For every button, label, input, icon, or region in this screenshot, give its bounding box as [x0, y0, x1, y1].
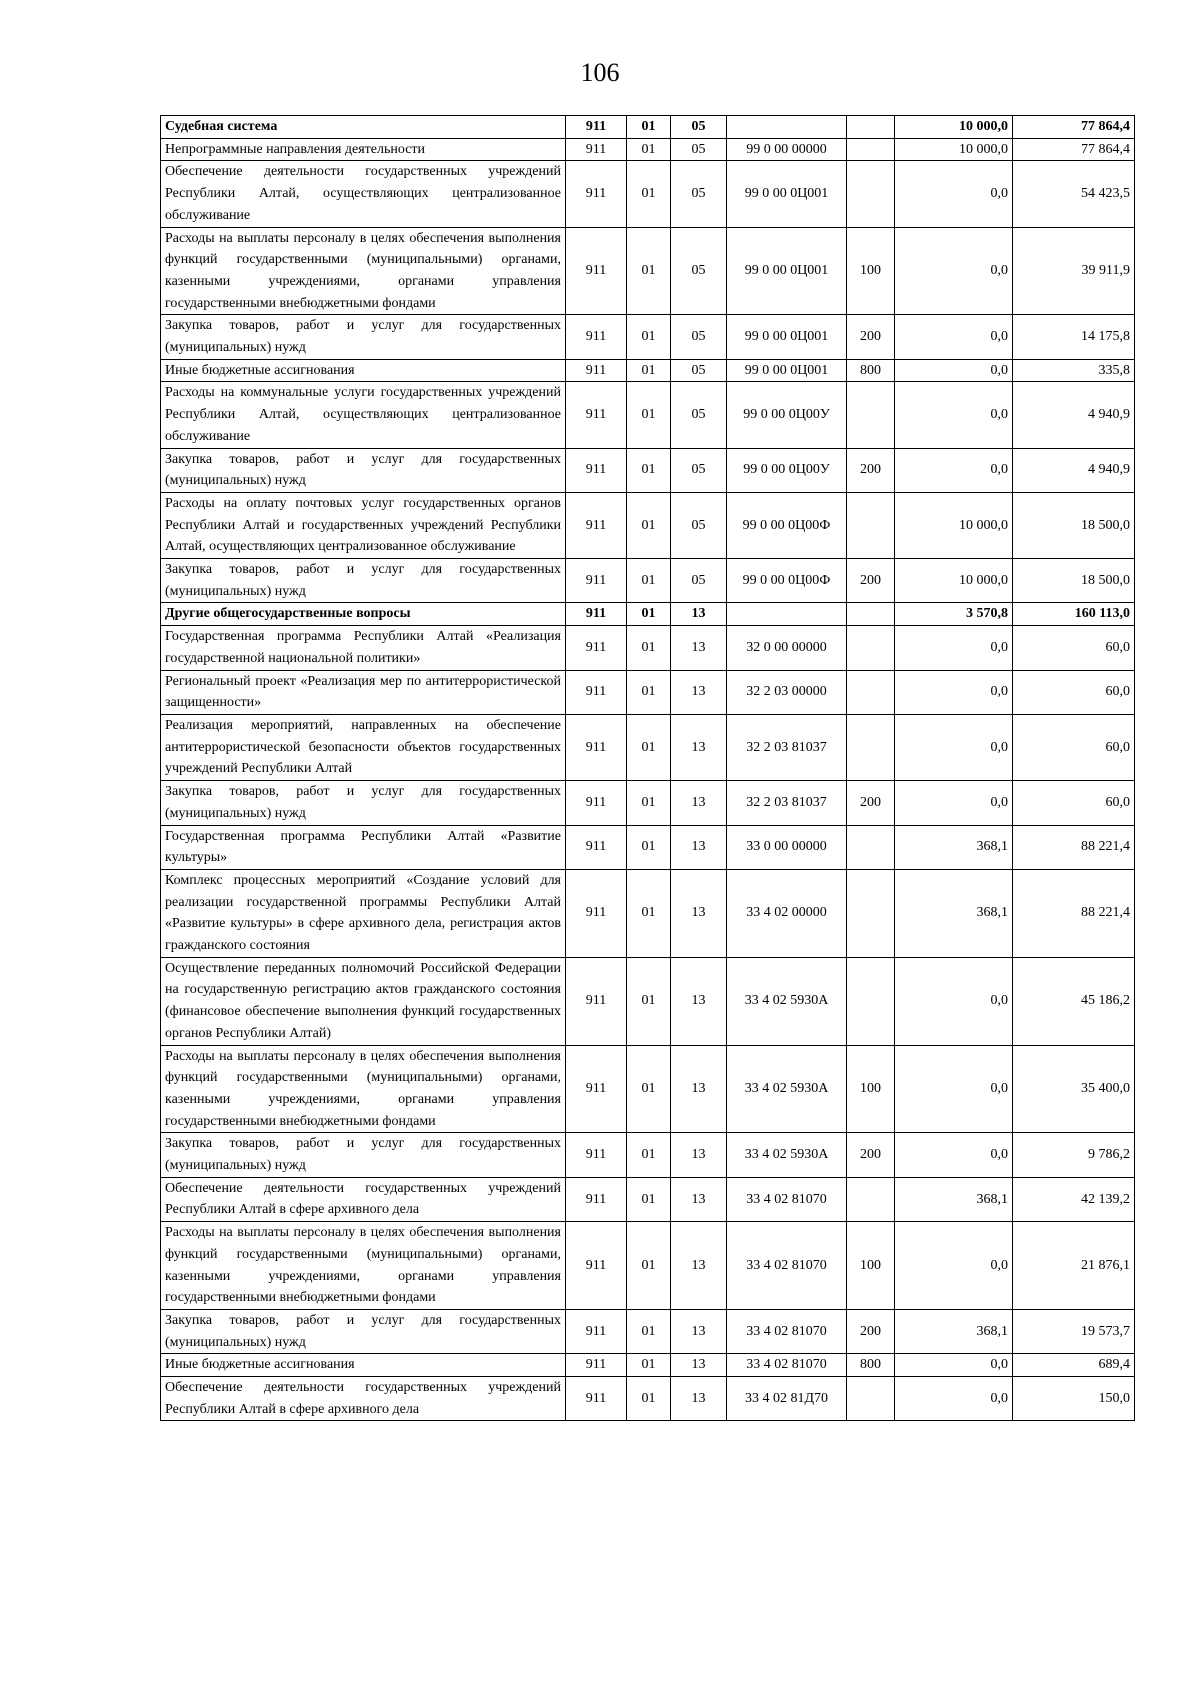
cell-grbs: 911 [566, 714, 627, 780]
cell-expense-type [847, 161, 895, 227]
cell-target-article: 99 0 00 0Ц001 [727, 227, 847, 315]
cell-grbs: 911 [566, 559, 627, 603]
cell-amount-1: 0,0 [895, 1377, 1013, 1421]
cell-amount-1: 0,0 [895, 714, 1013, 780]
cell-subsection: 05 [671, 492, 727, 558]
cell-subsection: 13 [671, 1377, 727, 1421]
cell-name: Непрограммные направления деятельности [161, 138, 566, 161]
cell-target-article: 33 4 02 5930А [727, 1133, 847, 1177]
page-number: 106 [580, 58, 620, 87]
table-row [161, 1309, 1135, 1353]
cell-grbs: 911 [566, 825, 627, 869]
cell-amount-2: 689,4 [1013, 1354, 1135, 1377]
cell-target-article: 99 0 00 0Ц00Ф [727, 559, 847, 603]
cell-amount-2: 77 864,4 [1013, 138, 1135, 161]
cell-name: Комплекс процессных мероприятий «Создание условий для реализации государственной программы Республики Алтай «Развитие культуры» в сфере архивного дела, регистрация актов гражданского состояния [161, 869, 566, 957]
cell-expense-type [847, 492, 895, 558]
cell-grbs: 911 [566, 670, 627, 714]
cell-target-article: 32 0 00 00000 [727, 626, 847, 670]
budget-table-body [161, 116, 1135, 1421]
cell-grbs: 911 [566, 1377, 627, 1421]
cell-subsection: 13 [671, 957, 727, 1045]
cell-section: 01 [627, 714, 671, 780]
cell-name: Расходы на оплату почтовых услуг государственных органов Республики Алтай и государственных учреждений Республики Алтай, осуществляющих централизованное обслуживание [161, 492, 566, 558]
cell-amount-2: 54 423,5 [1013, 161, 1135, 227]
table-row [161, 1177, 1135, 1221]
cell-section: 01 [627, 869, 671, 957]
cell-target-article: 99 0 00 0Ц00У [727, 448, 847, 492]
cell-grbs: 911 [566, 448, 627, 492]
table-row [161, 359, 1135, 382]
cell-subsection: 13 [671, 825, 727, 869]
cell-amount-2: 42 139,2 [1013, 1177, 1135, 1221]
cell-amount-2: 35 400,0 [1013, 1045, 1135, 1133]
cell-target-article: 32 2 03 81037 [727, 781, 847, 825]
cell-section: 01 [627, 448, 671, 492]
table-row [161, 626, 1135, 670]
table-row [161, 1222, 1135, 1310]
cell-amount-2: 60,0 [1013, 781, 1135, 825]
cell-section: 01 [627, 1045, 671, 1133]
cell-amount-2: 18 500,0 [1013, 559, 1135, 603]
cell-amount-1: 0,0 [895, 1045, 1013, 1133]
cell-target-article: 99 0 00 0Ц001 [727, 161, 847, 227]
cell-amount-2: 150,0 [1013, 1377, 1135, 1421]
cell-section: 01 [627, 670, 671, 714]
cell-expense-type: 200 [847, 315, 895, 359]
cell-expense-type: 200 [847, 448, 895, 492]
cell-grbs: 911 [566, 315, 627, 359]
cell-amount-2: 60,0 [1013, 670, 1135, 714]
cell-target-article: 33 4 02 00000 [727, 869, 847, 957]
cell-grbs: 911 [566, 1133, 627, 1177]
cell-amount-2: 4 940,9 [1013, 382, 1135, 448]
table-row [161, 825, 1135, 869]
cell-subsection: 13 [671, 1177, 727, 1221]
cell-amount-1: 0,0 [895, 315, 1013, 359]
cell-target-article: 33 4 02 81070 [727, 1222, 847, 1310]
cell-expense-type [847, 869, 895, 957]
cell-amount-1: 0,0 [895, 781, 1013, 825]
table-row [161, 227, 1135, 315]
cell-grbs: 911 [566, 161, 627, 227]
cell-name: Расходы на выплаты персоналу в целях обеспечения выполнения функций государственными (муниципальными) органами, казенными учреждениями, органами управления государственными внебюджетными фондами [161, 1045, 566, 1133]
cell-amount-1: 0,0 [895, 161, 1013, 227]
cell-amount-1: 368,1 [895, 825, 1013, 869]
cell-name: Государственная программа Республики Алтай «Реализация государственной национальной политики» [161, 626, 566, 670]
table-section-row [161, 603, 1135, 626]
cell-section: 01 [627, 603, 671, 626]
table-row [161, 1377, 1135, 1421]
cell-grbs: 911 [566, 138, 627, 161]
cell-grbs: 911 [566, 1354, 627, 1377]
cell-grbs: 911 [566, 359, 627, 382]
cell-subsection: 05 [671, 116, 727, 139]
cell-grbs: 911 [566, 116, 627, 139]
cell-amount-1: 0,0 [895, 1354, 1013, 1377]
cell-amount-2: 88 221,4 [1013, 869, 1135, 957]
cell-grbs: 911 [566, 781, 627, 825]
cell-subsection: 13 [671, 1045, 727, 1133]
cell-name: Обеспечение деятельности государственных учреждений Республики Алтай, осуществляющих централизованное обслуживание [161, 161, 566, 227]
cell-expense-type: 100 [847, 1222, 895, 1310]
table-row [161, 869, 1135, 957]
table-row [161, 670, 1135, 714]
cell-amount-1: 0,0 [895, 670, 1013, 714]
table-row [161, 714, 1135, 780]
cell-grbs: 911 [566, 626, 627, 670]
cell-grbs: 911 [566, 382, 627, 448]
cell-section: 01 [627, 138, 671, 161]
cell-name: Судебная система [161, 116, 566, 139]
cell-amount-1: 0,0 [895, 957, 1013, 1045]
cell-section: 01 [627, 626, 671, 670]
cell-subsection: 05 [671, 227, 727, 315]
cell-amount-1: 0,0 [895, 448, 1013, 492]
cell-expense-type [847, 714, 895, 780]
cell-grbs: 911 [566, 227, 627, 315]
table-row [161, 1354, 1135, 1377]
cell-expense-type: 100 [847, 1045, 895, 1133]
budget-table [160, 115, 1135, 1421]
cell-section: 01 [627, 227, 671, 315]
cell-name: Обеспечение деятельности государственных учреждений Республики Алтай в сфере архивного дела [161, 1377, 566, 1421]
cell-target-article: 99 0 00 00000 [727, 138, 847, 161]
cell-target-article: 32 2 03 00000 [727, 670, 847, 714]
cell-expense-type: 200 [847, 1133, 895, 1177]
table-row [161, 1045, 1135, 1133]
cell-amount-1: 10 000,0 [895, 116, 1013, 139]
cell-subsection: 13 [671, 1133, 727, 1177]
cell-section: 01 [627, 1177, 671, 1221]
cell-expense-type [847, 626, 895, 670]
cell-amount-2: 14 175,8 [1013, 315, 1135, 359]
cell-expense-type: 200 [847, 559, 895, 603]
cell-amount-1: 368,1 [895, 1309, 1013, 1353]
cell-target-article: 99 0 00 0Ц001 [727, 315, 847, 359]
cell-section: 01 [627, 957, 671, 1045]
cell-target-article: 33 4 02 81070 [727, 1309, 847, 1353]
cell-amount-2: 335,8 [1013, 359, 1135, 382]
cell-name: Региональный проект «Реализация мер по антитеррористической защищенности» [161, 670, 566, 714]
cell-amount-1: 368,1 [895, 1177, 1013, 1221]
cell-amount-2: 60,0 [1013, 626, 1135, 670]
cell-amount-1: 0,0 [895, 1222, 1013, 1310]
cell-subsection: 13 [671, 1309, 727, 1353]
cell-amount-2: 19 573,7 [1013, 1309, 1135, 1353]
cell-subsection: 13 [671, 1354, 727, 1377]
cell-subsection: 13 [671, 603, 727, 626]
cell-expense-type [847, 382, 895, 448]
cell-section: 01 [627, 359, 671, 382]
cell-amount-1: 3 570,8 [895, 603, 1013, 626]
cell-subsection: 13 [671, 781, 727, 825]
cell-name: Закупка товаров, работ и услуг для государственных (муниципальных) нужд [161, 559, 566, 603]
cell-grbs: 911 [566, 957, 627, 1045]
table-row [161, 382, 1135, 448]
table-row [161, 957, 1135, 1045]
cell-amount-2: 77 864,4 [1013, 116, 1135, 139]
cell-name: Расходы на коммунальные услуги государственных учреждений Республики Алтай, осуществляющих централизованное обслуживание [161, 382, 566, 448]
table-row [161, 559, 1135, 603]
cell-target-article: 99 0 00 0Ц001 [727, 359, 847, 382]
cell-name: Закупка товаров, работ и услуг для государственных (муниципальных) нужд [161, 781, 566, 825]
cell-amount-1: 0,0 [895, 1133, 1013, 1177]
cell-expense-type [847, 957, 895, 1045]
cell-grbs: 911 [566, 1222, 627, 1310]
table-row [161, 315, 1135, 359]
cell-section: 01 [627, 382, 671, 448]
cell-amount-2: 88 221,4 [1013, 825, 1135, 869]
cell-name: Закупка товаров, работ и услуг для государственных (муниципальных) нужд [161, 1309, 566, 1353]
cell-name: Иные бюджетные ассигнования [161, 1354, 566, 1377]
cell-amount-2: 39 911,9 [1013, 227, 1135, 315]
cell-section: 01 [627, 1133, 671, 1177]
cell-section: 01 [627, 1309, 671, 1353]
cell-amount-2: 160 113,0 [1013, 603, 1135, 626]
cell-name: Реализация мероприятий, направленных на обеспечение антитеррористической безопасности объектов государственных учреждений Республики Алтай [161, 714, 566, 780]
cell-subsection: 05 [671, 138, 727, 161]
cell-expense-type: 200 [847, 781, 895, 825]
cell-expense-type [847, 138, 895, 161]
cell-target-article: 33 4 02 81070 [727, 1354, 847, 1377]
cell-grbs: 911 [566, 492, 627, 558]
cell-expense-type [847, 603, 895, 626]
cell-name: Другие общегосударственные вопросы [161, 603, 566, 626]
cell-grbs: 911 [566, 1045, 627, 1133]
cell-section: 01 [627, 492, 671, 558]
cell-amount-2: 21 876,1 [1013, 1222, 1135, 1310]
cell-expense-type [847, 116, 895, 139]
cell-expense-type [847, 825, 895, 869]
cell-section: 01 [627, 559, 671, 603]
table-row [161, 1133, 1135, 1177]
cell-amount-1: 10 000,0 [895, 492, 1013, 558]
cell-section: 01 [627, 1354, 671, 1377]
cell-expense-type [847, 1377, 895, 1421]
cell-name: Расходы на выплаты персоналу в целях обеспечения выполнения функций государственными (муниципальными) органами, казенными учреждениями, органами управления государственными внебюджетными фондами [161, 227, 566, 315]
cell-target-article [727, 603, 847, 626]
cell-section: 01 [627, 161, 671, 227]
cell-grbs: 911 [566, 603, 627, 626]
cell-expense-type [847, 1177, 895, 1221]
cell-section: 01 [627, 1377, 671, 1421]
cell-grbs: 911 [566, 1309, 627, 1353]
cell-expense-type: 200 [847, 1309, 895, 1353]
cell-name: Осуществление переданных полномочий Российской Федерации на государственную регистрацию актов гражданского состояния (финансовое обеспечение выполнения функций государственных органов Республики Алтай) [161, 957, 566, 1045]
cell-name: Закупка товаров, работ и услуг для государственных (муниципальных) нужд [161, 448, 566, 492]
cell-subsection: 13 [671, 714, 727, 780]
cell-subsection: 05 [671, 315, 727, 359]
cell-amount-1: 10 000,0 [895, 559, 1013, 603]
cell-amount-1: 368,1 [895, 869, 1013, 957]
cell-section: 01 [627, 1222, 671, 1310]
table-row [161, 781, 1135, 825]
cell-target-article: 99 0 00 0Ц00У [727, 382, 847, 448]
cell-expense-type [847, 670, 895, 714]
cell-subsection: 13 [671, 670, 727, 714]
cell-amount-2: 60,0 [1013, 714, 1135, 780]
cell-section: 01 [627, 825, 671, 869]
cell-amount-2: 18 500,0 [1013, 492, 1135, 558]
cell-grbs: 911 [566, 869, 627, 957]
cell-name: Закупка товаров, работ и услуг для государственных (муниципальных) нужд [161, 1133, 566, 1177]
cell-target-article [727, 116, 847, 139]
cell-subsection: 13 [671, 626, 727, 670]
cell-amount-2: 45 186,2 [1013, 957, 1135, 1045]
cell-target-article: 32 2 03 81037 [727, 714, 847, 780]
cell-grbs: 911 [566, 1177, 627, 1221]
table-section-row [161, 116, 1135, 139]
cell-subsection: 13 [671, 1222, 727, 1310]
cell-subsection: 05 [671, 448, 727, 492]
cell-target-article: 99 0 00 0Ц00Ф [727, 492, 847, 558]
cell-target-article: 33 0 00 00000 [727, 825, 847, 869]
cell-subsection: 05 [671, 359, 727, 382]
cell-amount-1: 0,0 [895, 626, 1013, 670]
cell-name: Иные бюджетные ассигнования [161, 359, 566, 382]
cell-target-article: 33 4 02 5930А [727, 1045, 847, 1133]
cell-name: Обеспечение деятельности государственных учреждений Республики Алтай в сфере архивного дела [161, 1177, 566, 1221]
cell-amount-1: 10 000,0 [895, 138, 1013, 161]
cell-amount-2: 4 940,9 [1013, 448, 1135, 492]
cell-target-article: 33 4 02 81070 [727, 1177, 847, 1221]
cell-target-article: 33 4 02 81Д70 [727, 1377, 847, 1421]
cell-amount-1: 0,0 [895, 227, 1013, 315]
cell-section: 01 [627, 116, 671, 139]
cell-target-article: 33 4 02 5930А [727, 957, 847, 1045]
table-row [161, 492, 1135, 558]
table-row [161, 448, 1135, 492]
cell-name: Закупка товаров, работ и услуг для государственных (муниципальных) нужд [161, 315, 566, 359]
cell-name: Расходы на выплаты персоналу в целях обеспечения выполнения функций государственными (муниципальными) органами, казенными учреждениями, органами управления государственными внебюджетными фондами [161, 1222, 566, 1310]
cell-amount-1: 0,0 [895, 359, 1013, 382]
cell-section: 01 [627, 315, 671, 359]
cell-amount-2: 9 786,2 [1013, 1133, 1135, 1177]
cell-expense-type: 100 [847, 227, 895, 315]
cell-amount-1: 0,0 [895, 382, 1013, 448]
cell-section: 01 [627, 781, 671, 825]
cell-expense-type: 800 [847, 1354, 895, 1377]
table-row [161, 161, 1135, 227]
cell-subsection: 05 [671, 559, 727, 603]
cell-subsection: 05 [671, 161, 727, 227]
cell-expense-type: 800 [847, 359, 895, 382]
table-row [161, 138, 1135, 161]
cell-name: Государственная программа Республики Алтай «Развитие культуры» [161, 825, 566, 869]
cell-subsection: 05 [671, 382, 727, 448]
cell-subsection: 13 [671, 869, 727, 957]
